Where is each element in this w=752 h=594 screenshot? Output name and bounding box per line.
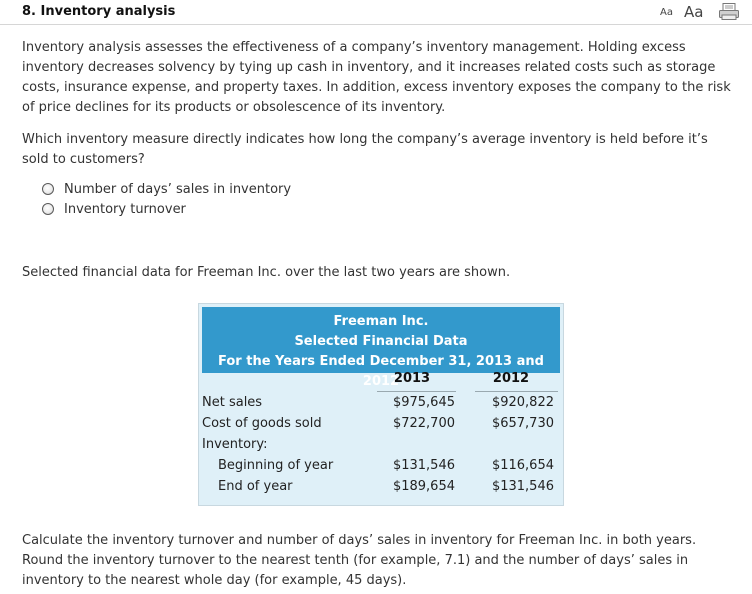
increase-font-button[interactable]: Aa: [684, 3, 704, 21]
radio-button[interactable]: [42, 203, 54, 215]
intro-paragraph: Inventory analysis assesses the effectiveness of a company’s inventory management. Holding excess inventory decreases solvency by tying up cash in inventory, and it increases related costs such as storage costs, insurance expense, and property taxes. In addition, excess inventory exposes the company to the risk of price declines for its products or obsolescence of its inventory.: [22, 40, 731, 115]
row-label-end: End of year: [218, 479, 293, 494]
header-divider: [0, 24, 752, 25]
option-inventory-turnover[interactable]: [42, 200, 186, 218]
company-name: Freeman Inc.: [333, 314, 429, 329]
column-header-2013: 2013: [393, 371, 431, 386]
instructions-paragraph: Calculate the inventory turnover and number of days’ sales in inventory for Freeman Inc. in both years. Round the inventory turnover to the nearest tenth (for example, 7.1) and the number of days’ sales in inventory to the nearest whole day (for example, 45 days).: [22, 533, 697, 588]
column-header-2012: 2012: [492, 371, 530, 386]
row-label-net-sales: Net sales: [202, 395, 263, 410]
cell-beginning-2013: $131,546: [392, 458, 455, 473]
row-label-inventory: Inventory:: [202, 437, 268, 452]
question-text: Which inventory measure directly indicates how long the company’s average inventory is held before it’s sold to customers?: [22, 132, 708, 167]
cell-net-sales-2012: $920,822: [491, 395, 554, 410]
page-title: 8. Inventory analysis: [22, 4, 176, 19]
option-label: Inventory turnover: [64, 201, 186, 217]
row-label-cogs: Cost of goods sold: [202, 416, 322, 431]
option-days-sales[interactable]: [42, 180, 291, 198]
financial-data-table: [198, 303, 564, 506]
column-divider: [475, 391, 558, 392]
cell-net-sales-2013: $975,645: [392, 395, 455, 410]
print-icon[interactable]: [719, 3, 739, 20]
row-label-beginning: Beginning of year: [218, 458, 334, 473]
cell-cogs-2012: $657,730: [491, 416, 554, 431]
table-period: For the Years Ended December 31, 2013 and 2012: [218, 354, 544, 389]
cell-beginning-2012: $116,654: [491, 458, 554, 473]
cell-cogs-2013: $722,700: [392, 416, 455, 431]
cell-end-2013: $189,654: [392, 479, 455, 494]
decrease-font-button[interactable]: Aa: [660, 7, 673, 18]
table-header: [202, 307, 560, 389]
option-label: Number of days’ sales in inventory: [64, 181, 292, 197]
cell-end-2012: $131,546: [491, 479, 554, 494]
radio-button[interactable]: [42, 183, 54, 195]
column-divider: [377, 391, 456, 392]
data-intro: Selected financial data for Freeman Inc. over the last two years are shown.: [22, 265, 511, 280]
table-subtitle: Selected Financial Data: [294, 334, 468, 349]
